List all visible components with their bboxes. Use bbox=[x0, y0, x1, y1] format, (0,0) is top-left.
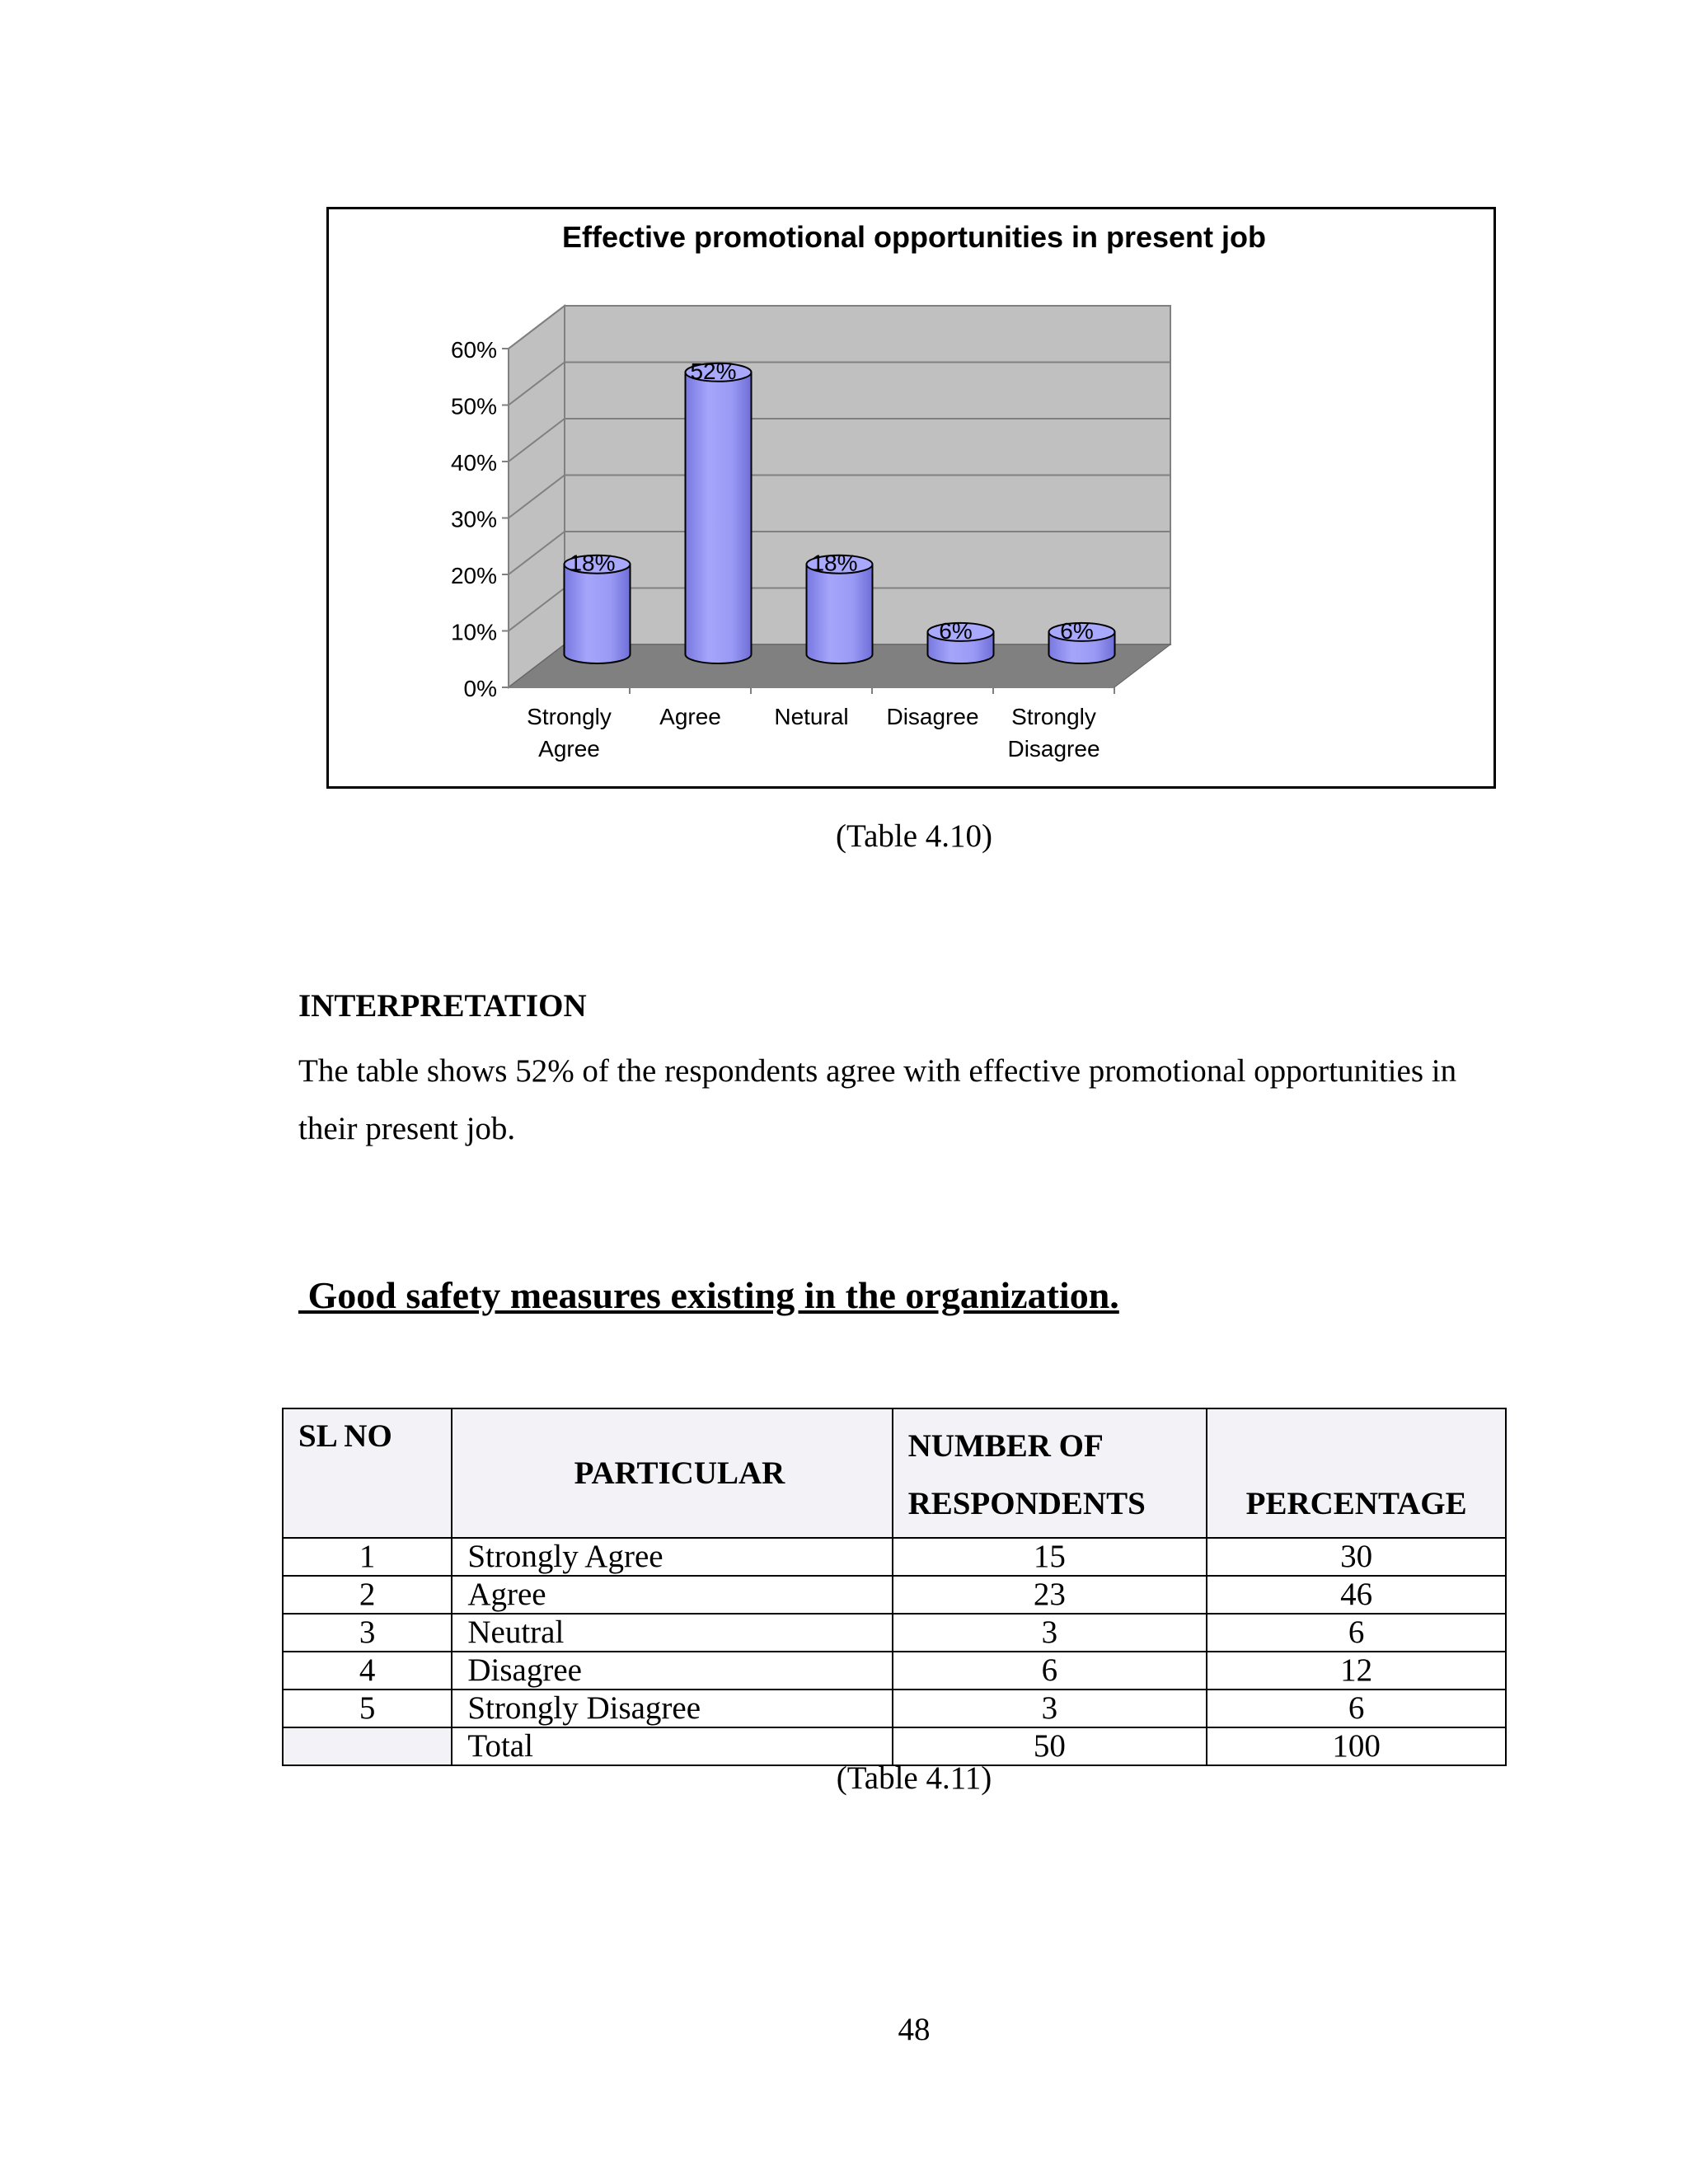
cell-sl: 3 bbox=[283, 1614, 452, 1652]
y-tick-label: 40% bbox=[450, 450, 497, 476]
cell-particular: Strongly Agree bbox=[452, 1538, 892, 1576]
data-label-3: 6% bbox=[939, 617, 973, 644]
y-tick-label: 20% bbox=[450, 563, 497, 588]
y-tick-label: 10% bbox=[450, 619, 497, 645]
cell-percentage: 6 bbox=[1207, 1690, 1506, 1727]
header-percentage: PERCENTAGE bbox=[1207, 1408, 1506, 1538]
cell-number: 50 bbox=[893, 1727, 1207, 1765]
page-number: 48 bbox=[898, 2012, 931, 2047]
cell-number: 6 bbox=[893, 1652, 1207, 1690]
cell-percentage: 12 bbox=[1207, 1652, 1506, 1690]
section-heading: Good safety measures existing in the organization. bbox=[298, 1274, 1119, 1316]
x-category-label: Netural bbox=[774, 704, 849, 729]
header-particular: PARTICULAR bbox=[452, 1408, 892, 1538]
x-category-label: Agree bbox=[659, 704, 721, 729]
cell-particular: Total bbox=[452, 1727, 892, 1765]
cell-sl: 5 bbox=[283, 1690, 452, 1727]
cell-particular: Disagree bbox=[452, 1652, 892, 1690]
bar-2 bbox=[807, 565, 873, 663]
interpretation-heading: INTERPRETATION bbox=[298, 988, 587, 1024]
chart-caption: (Table 4.10) bbox=[835, 818, 993, 854]
cell-number: 3 bbox=[893, 1614, 1207, 1652]
cell-particular: Neutral bbox=[452, 1614, 892, 1652]
x-category-label: Agree bbox=[538, 736, 600, 762]
cell-number: 3 bbox=[893, 1690, 1207, 1727]
table-header-row bbox=[283, 1408, 1506, 1538]
header-number-line2: RESPONDENTS bbox=[907, 1486, 1146, 1521]
safety-measures-table bbox=[282, 1408, 1507, 1766]
cell-number: 15 bbox=[893, 1538, 1207, 1576]
cell-sl: 1 bbox=[283, 1538, 452, 1576]
table-row bbox=[283, 1690, 1506, 1727]
x-category-label: Disagree bbox=[1007, 736, 1100, 762]
table-caption: (Table 4.11) bbox=[836, 1760, 992, 1796]
interpretation-text: The table shows 52% of the respondents agree with effective promotional opportunities in their present job. bbox=[298, 1053, 1457, 1146]
cell-sl: 2 bbox=[283, 1576, 452, 1614]
cell-number: 23 bbox=[893, 1576, 1207, 1614]
data-label-2: 18% bbox=[811, 550, 858, 576]
table-row bbox=[283, 1576, 1506, 1614]
x-category-label: Strongly bbox=[1011, 704, 1096, 729]
x-category-label: Strongly bbox=[527, 704, 612, 729]
chart-container bbox=[326, 207, 1496, 789]
table-row bbox=[283, 1538, 1506, 1576]
bar-1 bbox=[686, 373, 752, 663]
header-sl-no: SL NO bbox=[283, 1408, 452, 1538]
header-number-line1: NUMBER OF bbox=[907, 1428, 1104, 1464]
cell-percentage: 30 bbox=[1207, 1538, 1506, 1576]
cell-percentage: 6 bbox=[1207, 1614, 1506, 1652]
bar-chart bbox=[329, 209, 1493, 786]
header-number-of-respondents bbox=[893, 1408, 1207, 1538]
chart-title: Effective promotional opportunities in present job bbox=[561, 220, 1267, 254]
y-tick-label: 60% bbox=[450, 337, 497, 363]
cell-sl: 4 bbox=[283, 1652, 452, 1690]
cell-particular: Agree bbox=[452, 1576, 892, 1614]
data-label-4: 6% bbox=[1060, 617, 1094, 644]
data-label-0: 18% bbox=[569, 550, 616, 576]
y-tick-label: 30% bbox=[450, 506, 497, 532]
table-row bbox=[283, 1652, 1506, 1690]
cell-particular: Strongly Disagree bbox=[452, 1690, 892, 1727]
y-tick-label: 0% bbox=[463, 676, 497, 701]
data-label-1: 52% bbox=[690, 358, 737, 384]
table-row bbox=[283, 1614, 1506, 1652]
bar-0 bbox=[565, 565, 631, 663]
y-tick-label: 50% bbox=[450, 393, 497, 419]
cell-percentage: 100 bbox=[1207, 1727, 1506, 1765]
x-category-label: Disagree bbox=[886, 704, 979, 729]
cell-percentage: 46 bbox=[1207, 1576, 1506, 1614]
